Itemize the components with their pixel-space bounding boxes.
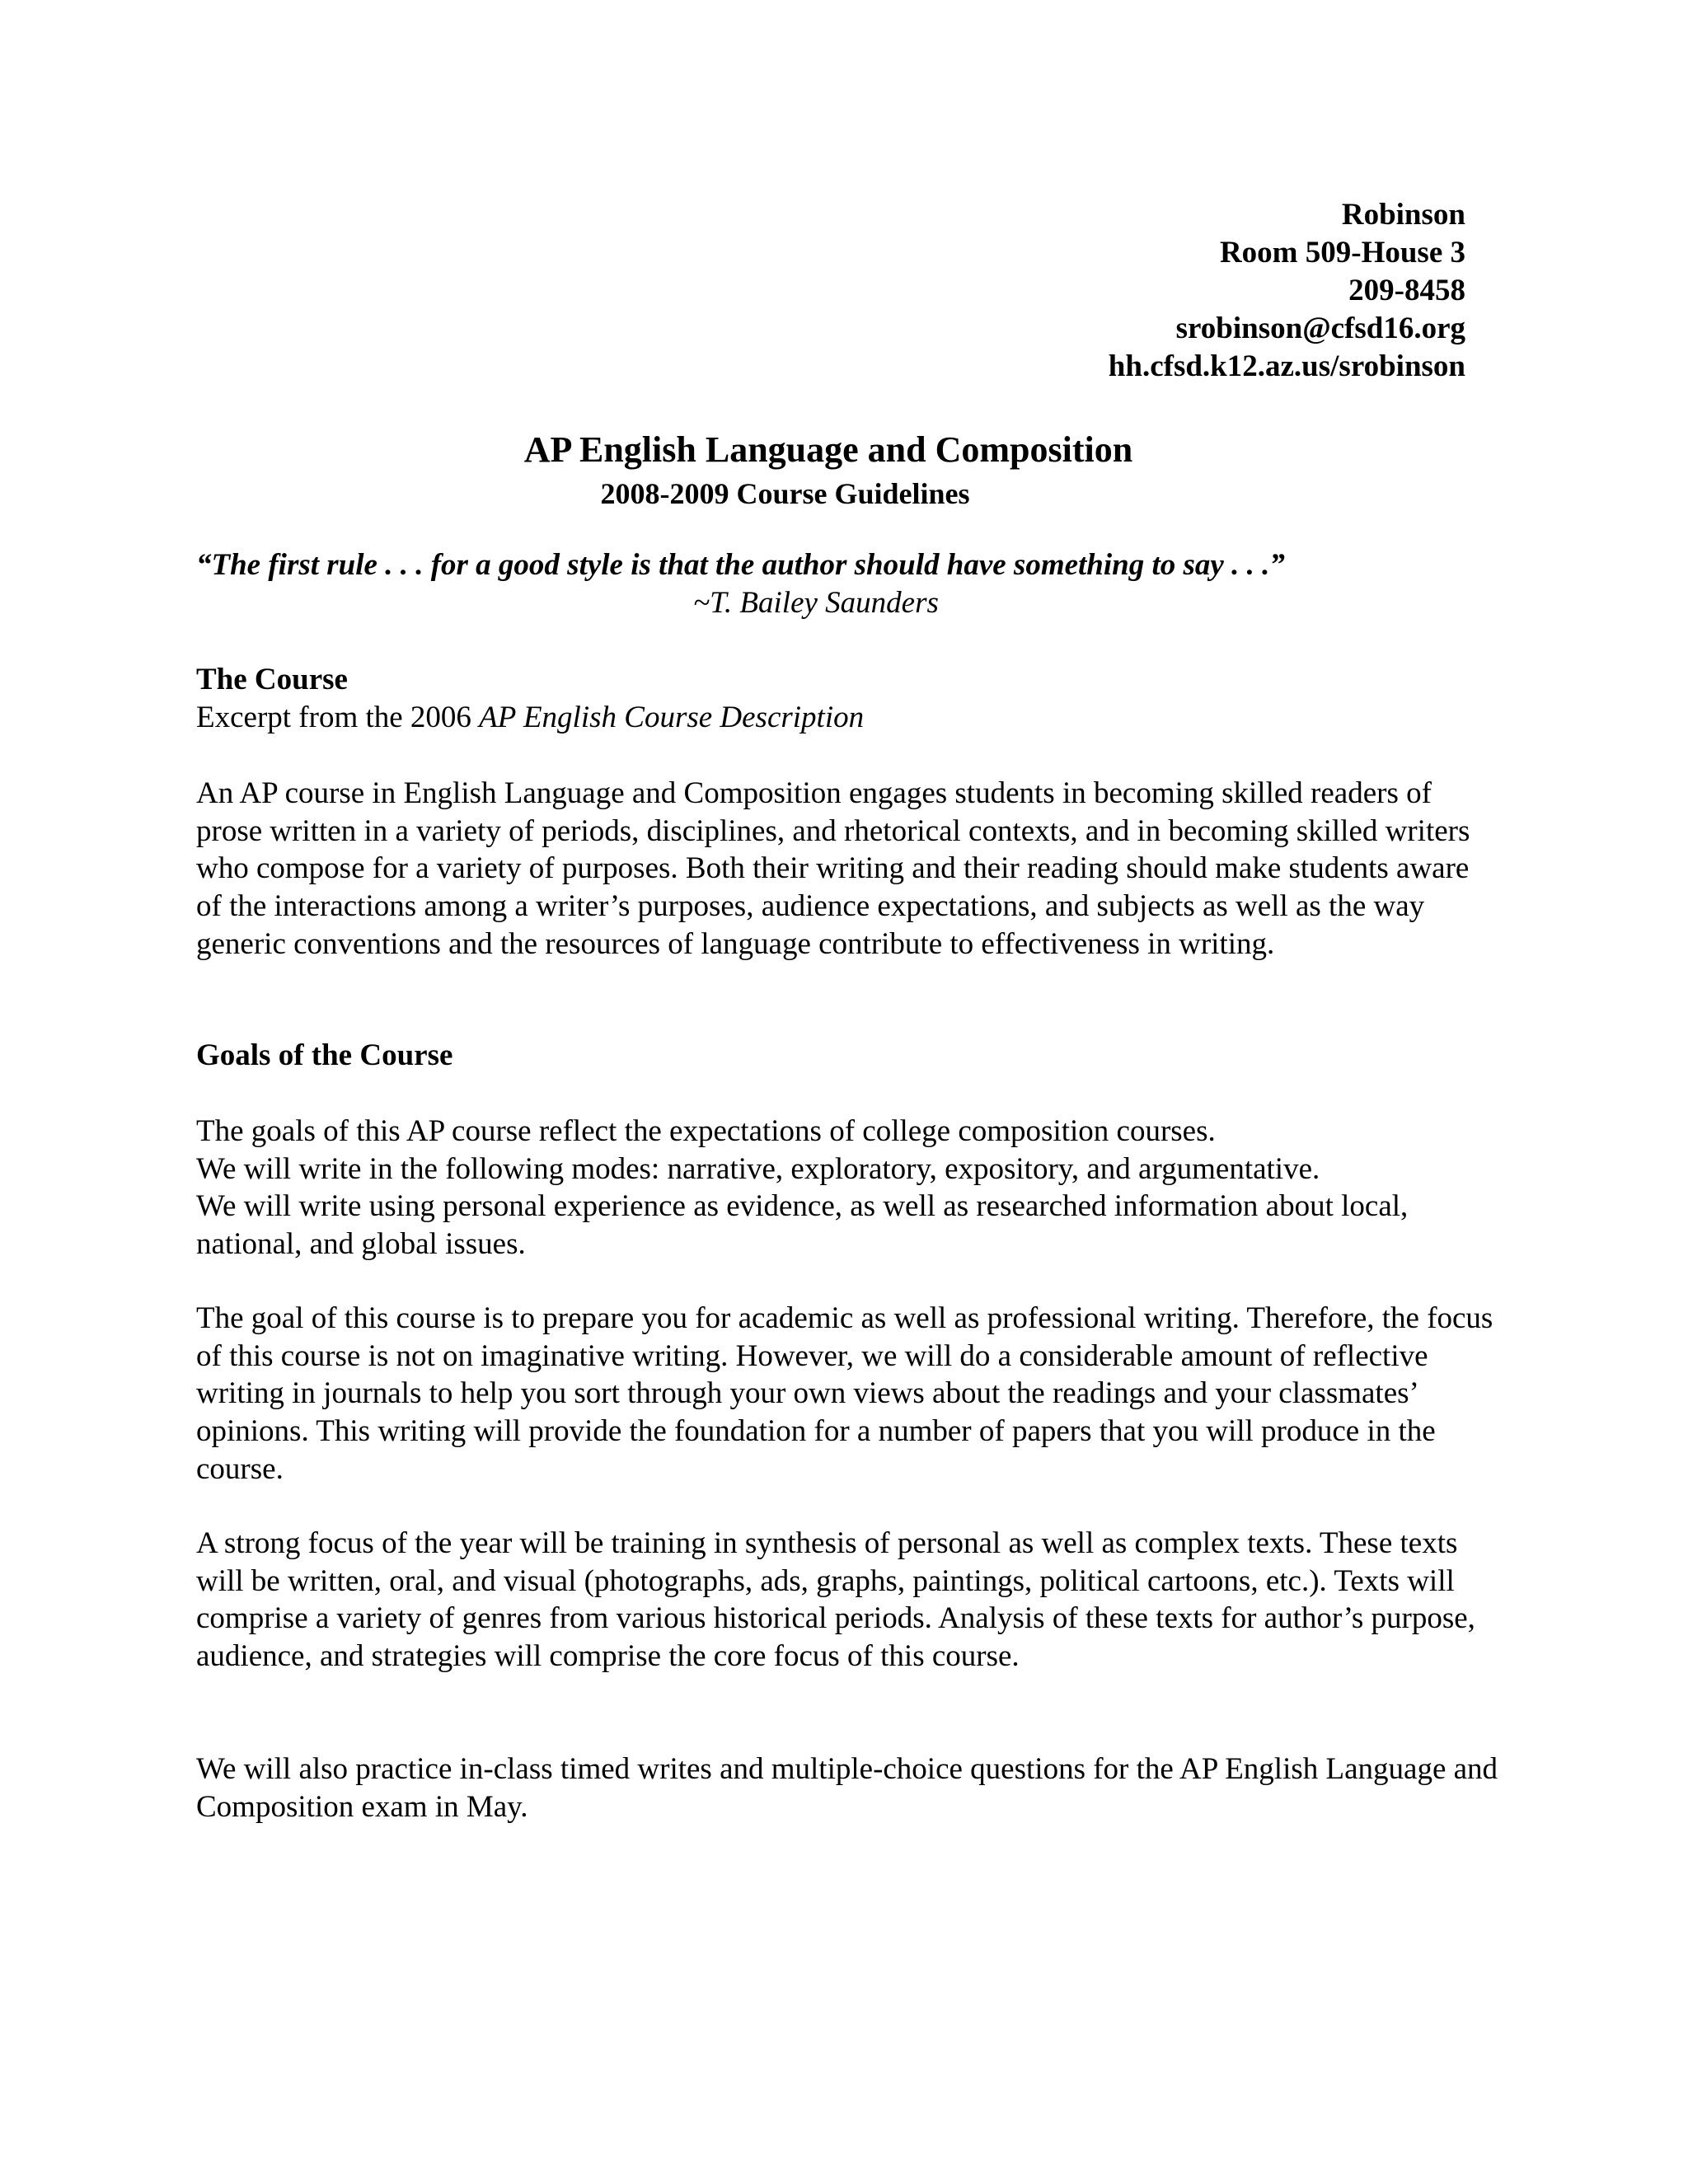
teacher-name: Robinson bbox=[1341, 198, 1465, 232]
excerpt-prefix: Excerpt from the 2006 bbox=[196, 701, 480, 734]
excerpt-source-title: AP English Course Description bbox=[479, 701, 865, 734]
goals-heading: Goals of the Course bbox=[196, 1038, 453, 1072]
room-number: Room 509-House 3 bbox=[1219, 236, 1465, 269]
course-excerpt-line bbox=[196, 699, 864, 737]
goals-line: We will write using personal experience as evidence, as well as researched information about local, national, and global issues. bbox=[196, 1189, 1409, 1262]
goals-text: The goal of this course is to prepare you for academic as well as professional writing. Therefore, the focus of this course is not on imaginative writing. However, we will do a considerable amount of reflective writing in journals to help you sort through your own views about the readings and your classmates’ opinions. This writing will provide the foundation for a number of papers that you will produce in the course. bbox=[196, 1301, 1493, 1486]
email-address: srobinson@cfsd16.org bbox=[1175, 312, 1465, 345]
phone-number: 209-8458 bbox=[1348, 274, 1465, 307]
goals-paragraph-2 bbox=[196, 1300, 1498, 1488]
goals-text: A strong focus of the year will be training in synthesis of personal as well as complex texts. These texts will be written, oral, and visual (photographs, ads, graphs, paintings, political cartoons, etc.). Texts will comprise a variety of genres from various historical periods. Analysis of these texts for author’s purpose, audience, and strategies will comprise the core focus of this course. bbox=[196, 1526, 1475, 1674]
course-description bbox=[196, 775, 1498, 963]
goals-line: We will write in the following modes: narrative, exploratory, expository, and argumentative. bbox=[196, 1151, 1320, 1186]
goals-line: The goals of this AP course reflect the expectations of college composition courses. bbox=[196, 1114, 1216, 1148]
page-title: AP English Language and Composition bbox=[523, 429, 1133, 470]
epigraph-attribution: ~T. Bailey Saunders bbox=[693, 586, 939, 620]
page-subtitle: 2008-2009 Course Guidelines bbox=[600, 477, 970, 510]
goals-paragraph-4 bbox=[196, 1750, 1498, 1825]
goals-paragraph-3 bbox=[196, 1525, 1498, 1675]
course-heading: The Course bbox=[196, 663, 348, 696]
contact-block bbox=[1109, 196, 1465, 386]
goals-text: We will also practice in-class timed writes and multiple-choice questions for the AP English Language and Composition exam in May. bbox=[196, 1752, 1498, 1824]
epigraph-quote: “The first rule . . . for a good style is that the author should have something to say . . .” bbox=[196, 548, 1285, 582]
website-url: hh.cfsd.k12.az.us/srobinson bbox=[1108, 349, 1465, 383]
course-description-paragraph: An AP course in English Language and Composition engages students in becoming skilled readers of prose written in a variety of periods, disciplines, and rhetorical contexts, and in becoming skilled writers who compose for a variety of purposes. Both their writing and their reading should make students aware of the interactions among a writer’s purposes, audience expectations, and subjects as well as the way generic conventions and the resources of language contribute to effectiveness in writing. bbox=[196, 776, 1470, 961]
goals-paragraph-1 bbox=[196, 1113, 1498, 1263]
